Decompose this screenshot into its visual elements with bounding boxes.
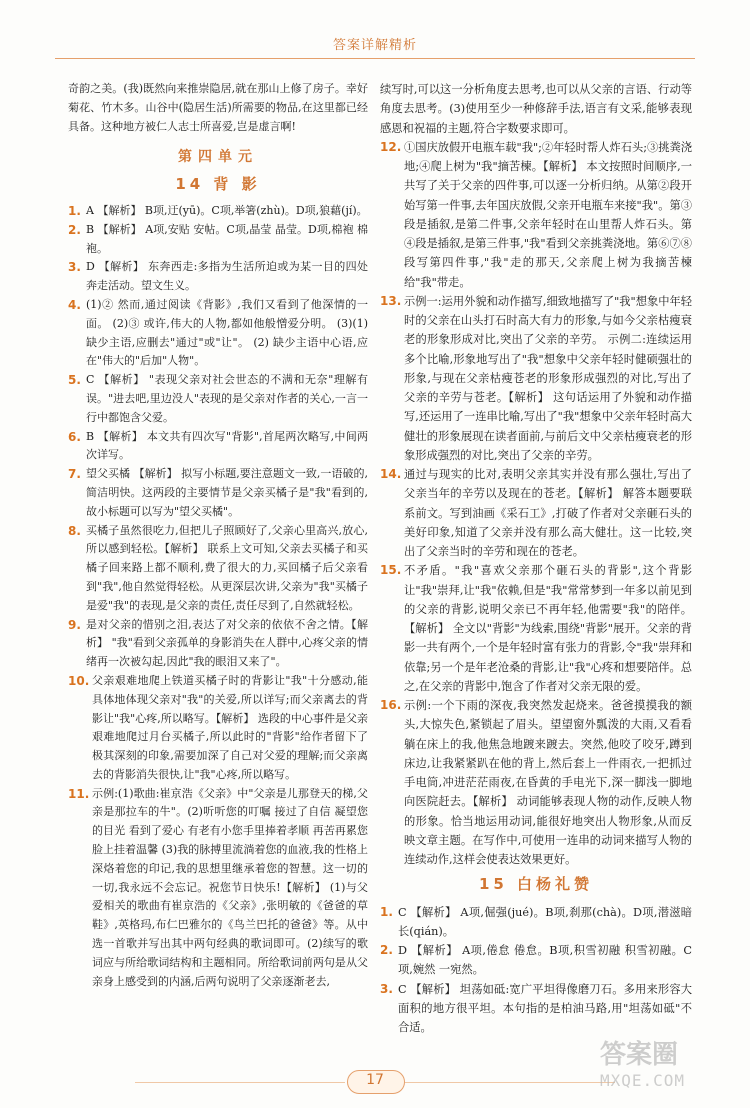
answer-text: 是对父亲的惜别之泪,表达了对父亲的依依不舍之情。【解析】 "我"看到父亲孤单的身影消失在人群中,心疼父亲的情绪再一次被勾起,因此"我的眼泪又来了"。 — [86, 617, 368, 669]
answer-item — [68, 371, 368, 427]
answer-text: D 【解析】 东奔西走:多指为生活所迫或为某一目的四处奔走活动。望文生义。 — [86, 260, 368, 293]
answer-item — [68, 522, 368, 616]
answer-number: 11. — [68, 786, 90, 801]
answer-number: 2. — [68, 222, 81, 237]
answer-text: C 【解析】 坦荡如砥:宽广平坦得像磨刀石。多用来形容大面积的地方很平坦。本句指的是柏油马路,用"坦荡如砥"不合适。 — [398, 982, 692, 1034]
page-number-text: 17 — [366, 1072, 384, 1088]
answer-item — [68, 202, 368, 221]
answer-text: (1)② 然而,通过阅读《背影》,我们又看到了他深情的一面。 (2)③ 或许,伟大的人物,都如他般憎爱分明。 (3)(1) 缺少主语,应删去"通过"或"让"。 (2) 缺少主语中心语,应在"伟大的"后加"人物"。 — [86, 297, 368, 368]
answer-item — [380, 941, 692, 980]
answer-text: 示例:(1)歌曲:崔京浩《父亲》中"父亲是儿那登天的梯,父亲是那拉车的牛"。(2)听听您的叮嘱 接过了自信 凝望您的目光 看到了爱心 有老有小您手里捧着孝顺 再苦再累您脸上挂着温馨 (3)我的脉搏里流淌着您的血液,我的性格上深烙着您的印记,我的思想里继承着您的智慧。这一切的一切,我永远不会忘记。祝您节日快乐!【解析】 (1)与父爱相关的歌曲有崔京浩的《父亲》,张明敏的《爸爸的草鞋》,英格玛,布仁巴雅尔的《鸟兰巴托的爸爸》等。从中选一首歌并写出其中两句经典的歌词即可。(2)续写的歌词应与所给歌词结构和主题相同。所给歌词前两句是从父亲身上感受到的内涵,后两句说明了父亲逐渐老去, — [92, 786, 368, 988]
answer-text: 父亲艰难地爬上铁道买橘子时的背影让"我"十分感动,能具体地体现父亲对"我"的关爱,所以详写;而父亲离去的背影让"我"心疼,所以略写。【解析】 选段的中心事件是父亲艰难地爬过月台买橘子,所以此时的"背影"给作者留下了极其深刻的印象,需要加深了自己对父爱的理解;而父亲离去的背影消失很快,让"我"心疼,所以略写。 — [92, 673, 368, 781]
answer-item — [68, 296, 368, 371]
answer-number: 6. — [68, 429, 81, 444]
answer-number: 1. — [68, 203, 81, 218]
answer-item — [380, 138, 692, 292]
answer-text: 望父买橘 【解析】 拟写小标题,要注意题文一致,一语破的,简洁明快。这两段的主要情节是父亲买橘子是"我"看到的,故小标题可以写为"望父买橘"。 — [86, 467, 368, 518]
header-title: 答案详解精析 — [332, 38, 417, 53]
answer-text: C 【解析】 A项,倔强(jué)。B项,刹那(chà)。D项,潜滋暗长(qián)。 — [398, 905, 692, 938]
answer-text: D 【解析】 A项,倦怠 倦怠。B项,积雪初融 积雪初融。C项,婉然 一宛然。 — [398, 944, 692, 977]
answer-item — [380, 980, 692, 1038]
answer-number: 14. — [380, 467, 402, 481]
footer-divider — [135, 1082, 345, 1083]
answer-number: 5. — [68, 373, 81, 388]
answer-text: A 【解析】 B项,迂(yū)。C项,举箸(zhù)。D项,狼藉(jí)。 — [86, 203, 368, 217]
answer-list — [380, 903, 692, 1038]
answer-item — [380, 696, 692, 869]
intro-paragraph: 奇韵之美。(我)既然向来推崇隐居,就在那山上修了房子。幸好菊花、竹木多。山谷中(隐居生活)所需要的物品,在这里都已经具备。这种地方被仁人志士所喜爱,岂是虚言啊! — [68, 82, 368, 133]
answer-text: 示例一:运用外貌和动作描写,细致地描写了"我"想象中年轻时的父亲在山头打石时高大有力的形象,与如今父亲枯瘦衰老的形象形成对比,突出了父亲的辛劳。 示例二:连续运用多个比喻,形象地写出了"我"想象中父亲年轻时健硕强壮的形象,与现在父亲枯瘦苍老的形象形成强烈的对比,写出了父亲的辛劳与苍老。【解析】 这句话运用了外貌和动作描写,还运用了一连串比喻,写出了"我"想象中父亲年轻时高大健壮的形象展现在读者面前,与前后文中父亲枯瘦衰老的形象形成强烈的对比,突出了父亲的辛劳。 — [404, 294, 692, 462]
answer-text: 不矛盾。"我"喜欢父亲那个砸石头的背影",这个背影让"我"崇拜,让"我"依赖,但是"我"常常梦到一年多以前见到的父亲的背影,说明父亲已不再年轻,他需要"我"的陪伴。【解析】 全文以"背影"为线索,围绕"背影"展开。父亲的背影一共有两个,一个是年轻时富有张力的背影,令"我"崇拜和依靠;另一个是年老沧桑的背影,让"我"心疼和想要陪伴。总之,在父亲的背影中,饱含了作者对父亲无限的爱。 — [404, 564, 692, 693]
page-number — [335, 1068, 415, 1094]
answer-item — [380, 903, 692, 942]
answer-text: B 【解析】 本文共有四次写"背影",首尾两次略写,中间两次详写。 — [86, 429, 368, 462]
answer-number: 1. — [380, 904, 393, 919]
answer-number: 10. — [68, 673, 90, 688]
answer-item — [68, 428, 368, 466]
watermark-logo — [600, 1040, 740, 1100]
answer-number: 3. — [380, 981, 393, 996]
answer-text: 通过与现实的比对,表明父亲其实并没有那么强壮,写出了父亲当年的辛劳以及现在的苍老。【解析】 解答本题要联系前文。写到油画《采石工》,打破了作者对父亲砸石头的美好印象,知道了父亲并没有那么高大健壮。这一比较,突出了父亲当时的辛劳和现在的苍老。 — [404, 468, 692, 558]
answer-number: 8. — [68, 523, 81, 538]
answer-number: 7. — [68, 467, 81, 482]
answer-number: 9. — [68, 617, 81, 632]
answer-text: C 【解析】 "表现父亲对社会世态的不满和无奈"理解有误。"进去吧,里边没人"表现的是父亲对作者的关心,一言一行中都饱含父爱。 — [86, 373, 368, 424]
answer-number: 12. — [380, 139, 402, 154]
footer-divider — [405, 1082, 615, 1083]
lesson-title: 14 背 影 — [175, 175, 261, 194]
right-column — [380, 80, 692, 1037]
answer-number: 4. — [68, 297, 81, 312]
lesson-title: 15 白杨礼赞 — [478, 875, 594, 894]
header-divider — [55, 58, 695, 59]
answer-text: B 【解析】 A项,安贴 安帖。C项,晶莹 晶莹。D项,棉袍 棉袍。 — [86, 222, 368, 255]
answer-item — [68, 465, 368, 521]
answer-number: 15. — [380, 563, 402, 578]
answer-number: 16. — [380, 698, 402, 712]
answer-item — [68, 616, 368, 672]
answer-text: 买橘子虽然很吃力,但把儿子照顾好了,父亲心里高兴,放心,所以感到轻松。【解析】 联系上文可知,父亲去买橘子和买橘子回来路上都不顺利,费了很大的力,买回橘子后父亲看到"我",他自然觉得轻松。从更深层次讲,父亲为"我"买橘子是爱"我"的表现,是父亲的责任,责任尽到了,自然就轻松。 — [86, 523, 368, 612]
answer-list — [68, 202, 368, 991]
answer-item — [380, 561, 692, 696]
watermark-text: 答案圈 — [600, 1040, 679, 1070]
answer-item — [68, 785, 368, 992]
answer-item — [380, 465, 692, 561]
answer-text: ①国庆放假开电瓶车载"我";②年轻时帮人炸石头;③挑粪浇地;④爬上树为"我"摘苦楝。【解析】 本文按照时间顺序,一共写了关于父亲的四件事,可以逐一分析归纳。从第②段开始写第一件事,去年国庆放假,父亲开电瓶车来接"我"。第③段是插叙,是第二件事,父亲年轻时在山里帮人炸石头。第④段是插叙,是第三件事,"我"看到父亲挑粪浇地。第⑥⑦⑧段写第四件事,"我"走的那天,父亲爬上树为我摘苦楝给"我"带走。 — [404, 140, 692, 289]
left-column — [68, 80, 368, 991]
unit-title: 第四单元 — [178, 149, 258, 166]
answer-number: 13. — [380, 293, 402, 308]
answer-item — [68, 258, 368, 296]
watermark-url: MXQE.COM — [600, 1071, 686, 1090]
answer-number: 2. — [380, 943, 393, 957]
continued-paragraph: 续写时,可以这一分析角度去思考,也可以从父亲的言语、行动等角度去思考。(3)使用至少一种修辞手法,语言有文采,能够表现感恩和祝福的主题,符合字数要求即可。 — [380, 83, 692, 135]
answer-text: 示例:一个下雨的深夜,我突然发起烧来。爸爸摸摸我的额头,大惊失色,紧锁起了眉头。望望窗外瓢泼的大雨,又看看躺在床上的我,他焦急地踱来踱去。突然,他咬了咬牙,蹲到床边,让我紧紧趴在他的背上,然后套上一件雨衣,一把抓过手电筒,冲进茫茫雨夜,在昏黄的手电光下,深一脚浅一脚地向医院赶去。【解析】 动词能够表现人物的动作,反映人物的形象。恰当地运用动词,能很好地突出人物形象,从而反映文章主题。在写作中,可使用一连串的动词来描写人物的连续动作,这样会使表达效果更好。 — [404, 699, 692, 866]
answer-item — [68, 672, 368, 785]
page-header — [0, 0, 750, 64]
answer-list — [380, 138, 692, 870]
answer-number: 3. — [68, 260, 81, 275]
answer-item — [68, 221, 368, 259]
answer-item — [380, 292, 692, 465]
